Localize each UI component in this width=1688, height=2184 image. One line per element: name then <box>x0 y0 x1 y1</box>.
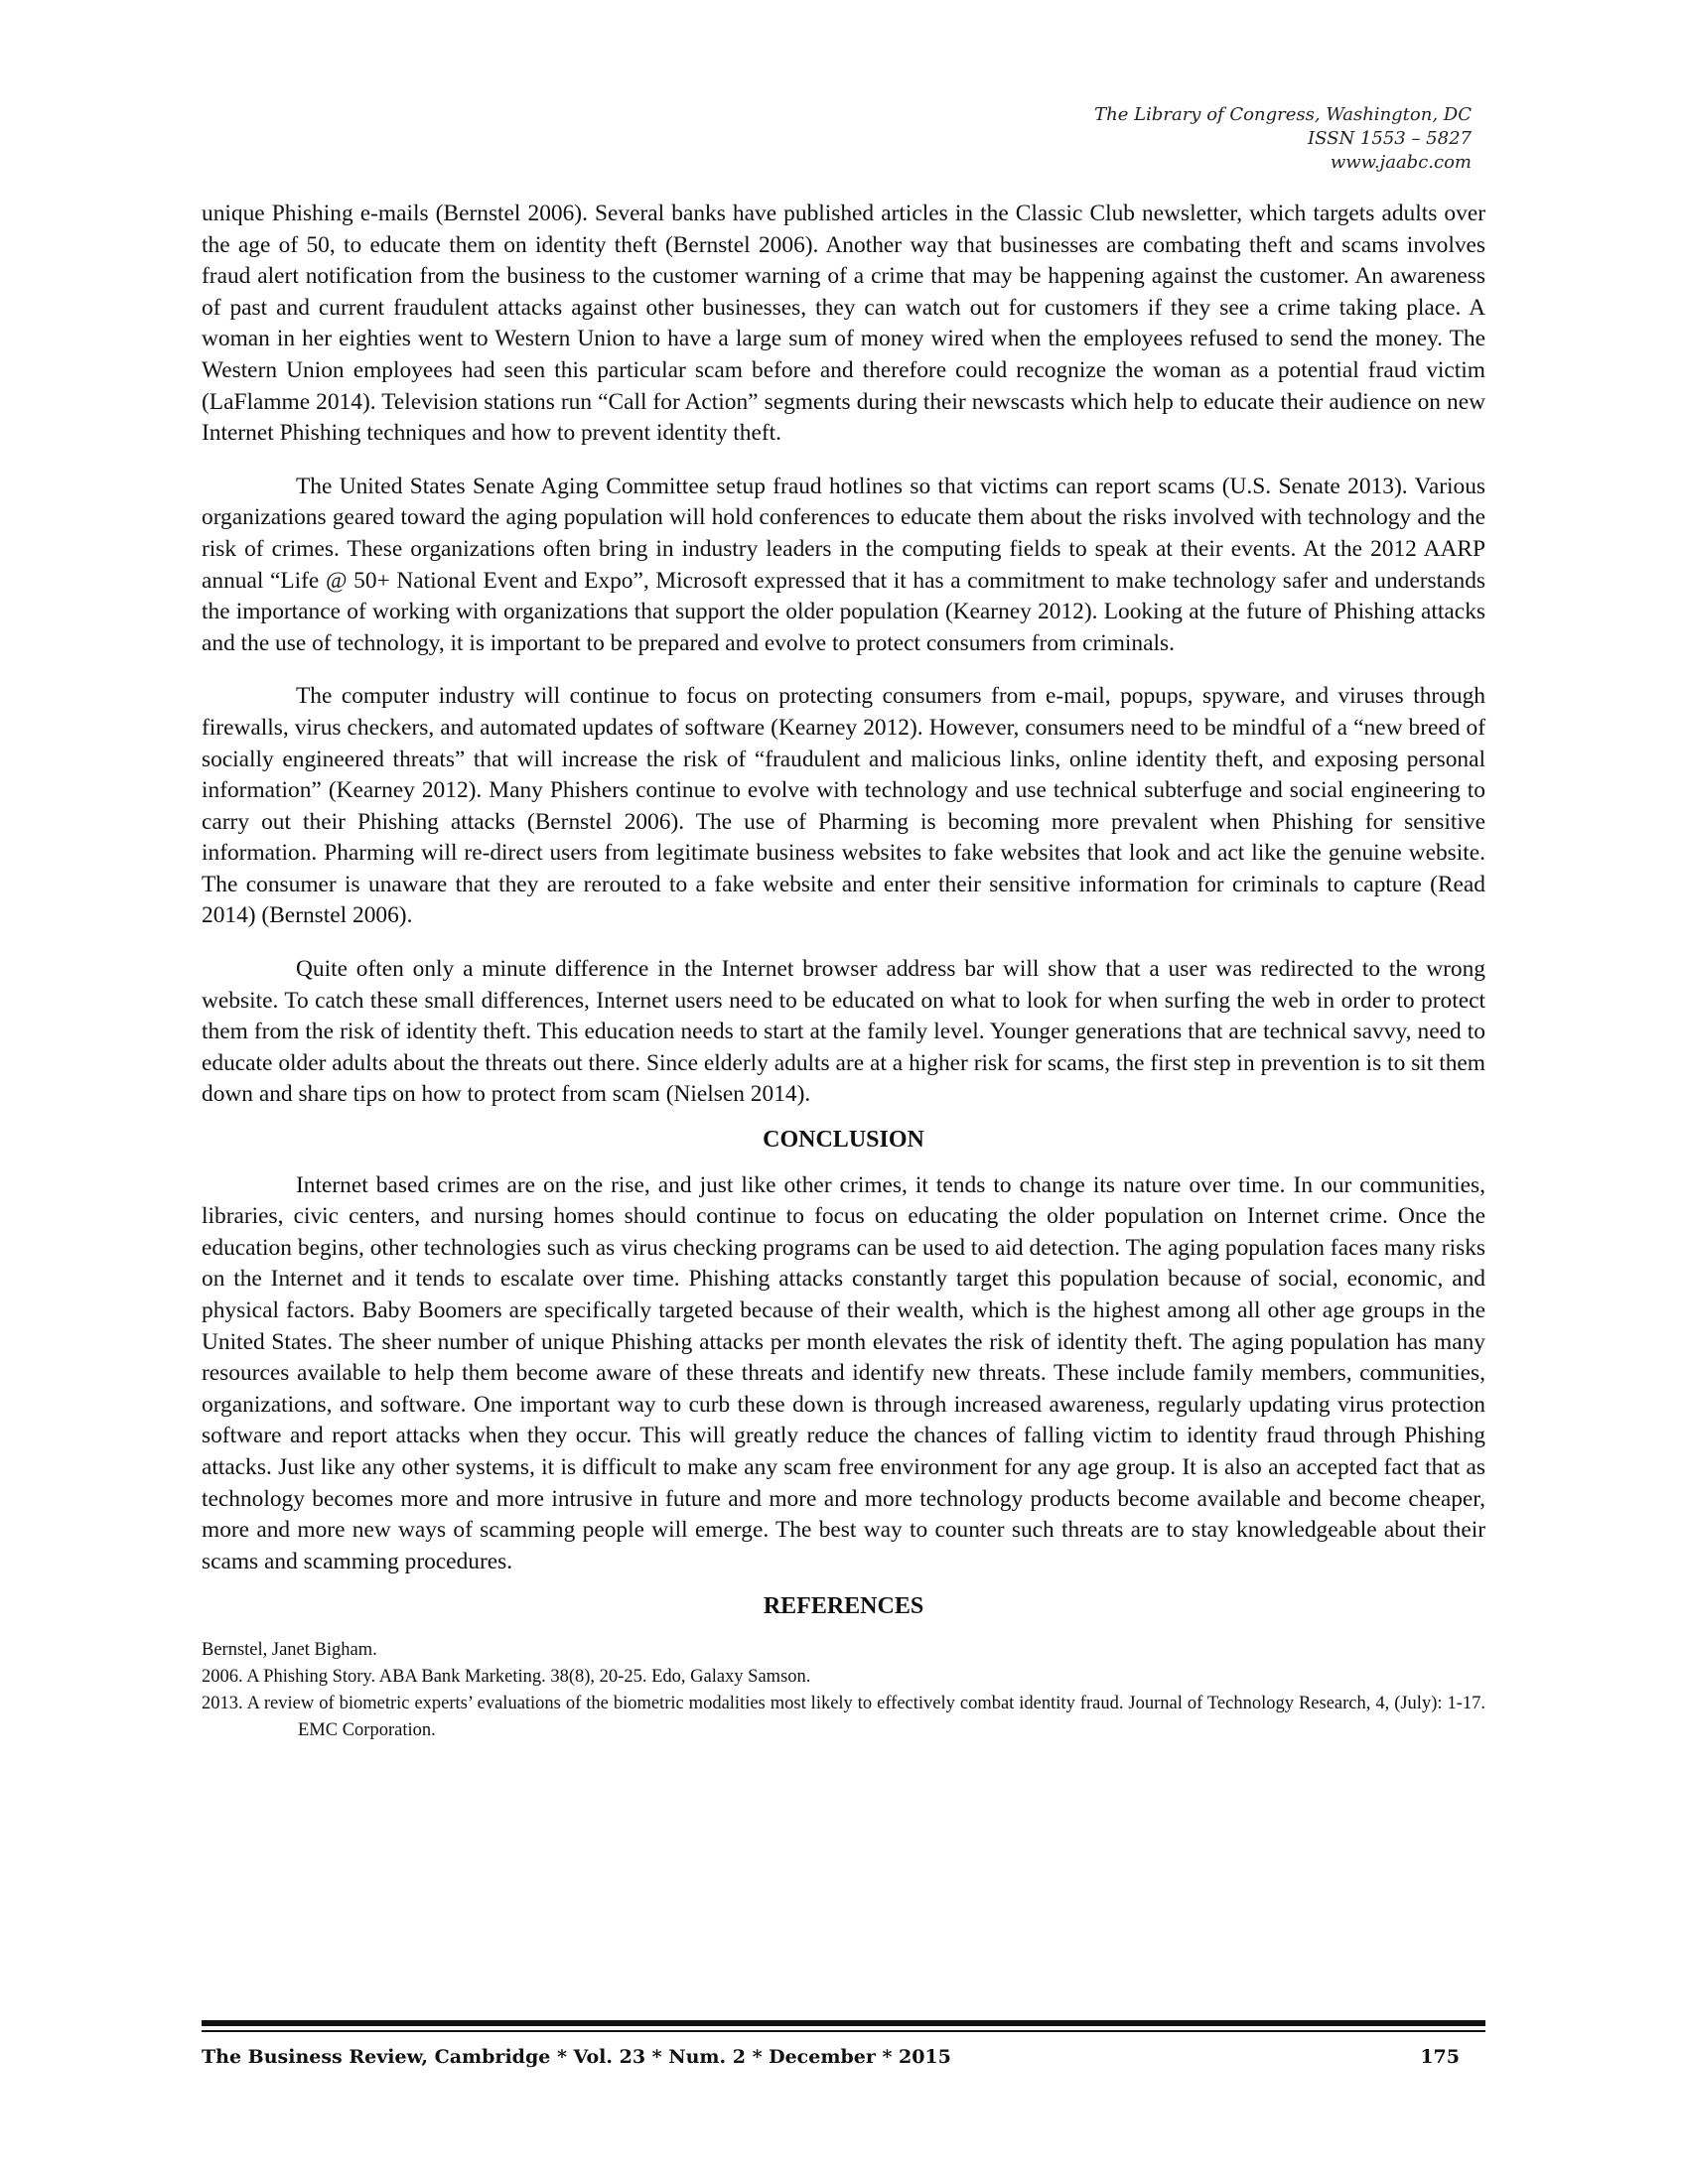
running-header <box>1094 103 1472 175</box>
article-body <box>202 199 1485 1744</box>
reference-entry: 2006. A Phishing Story. ABA Bank Marketing. 38(8), 20-25. Edo, Galaxy Samson. <box>202 1666 811 1687</box>
body-paragraph: Quite often only a minute difference in the Internet browser address bar will show that a user was redirected to the wrong website. To catch these small differences, Internet users need to be educated on what to look for when surfing the web in order to protect them from the risk of identity theft. This education needs to start at the family level. Younger generations that are technical savvy, need to educate older adults about the threats out there. Since elderly adults are at a higher risk for scams, the first step in prevention is to sit them down and share tips on how to protect from scam (Nielsen 2014). <box>202 956 1485 1108</box>
footer-rule <box>202 2020 1485 2026</box>
page-number: 175 <box>1420 2046 1460 2068</box>
reference-entry: 2013. A review of biometric experts’ evaluations of the biometric modalities most likely to effectively combat identity fraud. Journal of Technology Research, 4, (July): 1-17. EMC Corporation. <box>202 1693 1485 1740</box>
references-list <box>202 1637 1485 1744</box>
body-paragraph: unique Phishing e-mails (Bernstel 2006). Several banks have published articles in the Classic Club newsletter, which targets adults over the age of 50, to educate them on identity theft (Bernstel 2006). Another way that businesses are combating theft and scams involves fraud alert notification from the business to the customer warning of a crime that may be happening against the customer. An awareness of past and current fraudulent attacks against other businesses, they can watch out for customers if they see a crime taking place. A woman in her eighties went to Western Union to have a large sum of money wired when the employees refused to send the money. The Western Union employees had seen this particular scam before and therefore could recognize the woman as a potential fraud victim (LaFlamme 2014). Television stations run “Call for Action” segments during their newscasts which help to educate their audience on new Internet Phishing techniques and how to prevent identity theft. <box>202 201 1485 447</box>
header-issn: ISSN 1553 – 5827 <box>1308 128 1472 149</box>
reference-entry: Bernstel, Janet Bigham. <box>202 1639 377 1660</box>
conclusion-heading: CONCLUSION <box>763 1127 924 1154</box>
conclusion-paragraph: Internet based crimes are on the rise, and just like other crimes, it tends to change its nature over time. In our communities, libraries, civic centers, and nursing homes should continue to focus on educating the older population on Internet crime. Once the education begins, other technologies such as virus checking programs can be used to aid detection. The aging population faces many risks on the Internet and it tends to escalate over time. Phishing attacks constantly target this population because of social, economic, and physical factors. Baby Boomers are specifically targeted because of their wealth, which is the highest among all other age groups in the United States. The sheer number of unique Phishing attacks per month elevates the risk of identity theft. The aging population has many resources available to help them become aware of these threats and identify new threats. These include family members, communities, organizations, and software. One important way to curb these down is through increased awareness, regularly updating virus protection software and report attacks when they occur. This will greatly reduce the chances of falling victim to identity fraud through Phishing attacks. Just like any other systems, it is difficult to make any scam free environment for any age group. It is also an accepted fact that as technology becomes more and more intrusive in future and more and more technology products become available and become cheaper, more and more new ways of scamming people will emerge. The best way to counter such threats are to stay knowledgeable about their scams and scamming procedures. <box>202 1171 1485 1574</box>
header-website: www.jaabc.com <box>1330 152 1472 173</box>
header-publisher: The Library of Congress, Washington, DC <box>1094 104 1472 125</box>
references-heading: REFERENCES <box>763 1593 924 1620</box>
body-paragraph: The computer industry will continue to focus on protecting consumers from e-mail, popups, spyware, and viruses through firewalls, virus checkers, and automated updates of software (Kearney 2012). However, consumers need to be mindful of a “new breed of socially engineered threats” that will increase the risk of “fraudulent and malicious links, online identity theft, and exposing personal information” (Kearney 2012). Many Phishers continue to evolve with technology and use technical subterfuge and social engineering to carry out their Phishing attacks (Bernstel 2006). The use of Pharming is becoming more prevalent when Phishing for sensitive information. Pharming will re-direct users from legitimate business websites to fake websites that look and act like the genuine website. The consumer is unaware that they are rerouted to a fake website and enter their sensitive information for criminals to capture (Read 2014) (Bernstel 2006). <box>202 683 1485 929</box>
footer-rule <box>202 2030 1485 2032</box>
body-paragraph: The United States Senate Aging Committee setup fraud hotlines so that victims can report scams (U.S. Senate 2013). Various organizations geared toward the aging population will hold conferences to educate them about the risks involved with technology and the risk of crimes. These organizations often bring in industry leaders in the computing fields to speak at their events. At the 2012 AARP annual “Life @ 50+ National Event and Expo”, Microsoft expressed that it has a commitment to make technology safer and understands the importance of working with organizations that support the older population (Kearney 2012). Looking at the future of Phishing attacks and the use of technology, it is important to be prepared and evolve to protect consumers from criminals. <box>202 473 1485 656</box>
footer-journal-citation: The Business Review, Cambridge * Vol. 23 * Num. 2 * December * 2015 <box>202 2046 951 2068</box>
